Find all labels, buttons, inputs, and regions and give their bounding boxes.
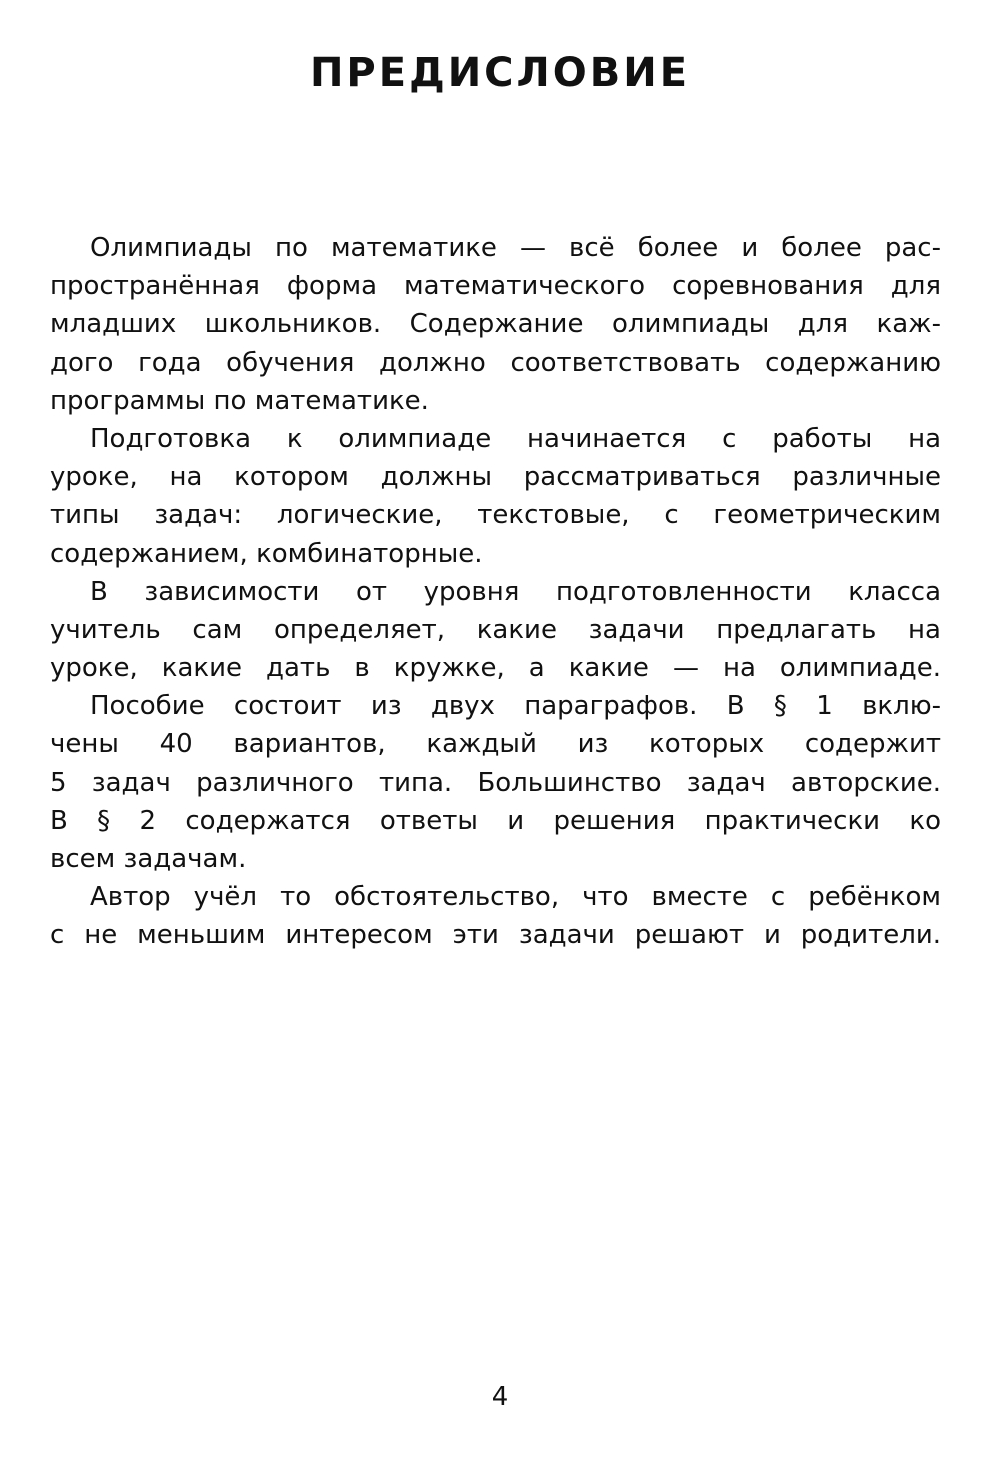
page-number: 4 — [491, 1382, 509, 1412]
text-line: В § 2 содержатся ответы и решения практически ко — [50, 805, 941, 836]
text-line: с не меньшим интересом эти задачи решают и родители. — [50, 920, 941, 951]
text-line: В зависимости от уровня подготовленности класса — [90, 576, 941, 607]
text-line: 5 задач различного типа. Большинство задач авторские. — [50, 767, 941, 798]
text-line: уроке, на котором должны рассматриваться различные — [50, 462, 941, 493]
text-line: учитель сам определяет, какие задачи предлагать на — [50, 614, 941, 645]
text-line: Олимпиады по математике — всё более и более рас- — [90, 233, 941, 263]
text-line: типы задач: логические, текстовые, с геометрическим — [50, 500, 941, 531]
text-line: пространённая форма математического соревнования для — [50, 271, 941, 302]
text-line: младших школьников. Содержание олимпиады для каж- — [50, 309, 941, 340]
text-line: содержанием, комбинаторные. — [50, 538, 483, 569]
text-line: чены 40 вариантов, каждый из которых содержит — [50, 729, 941, 760]
page-title: ПРЕДИСЛОВИЕ — [309, 50, 691, 96]
text-line: Подготовка к олимпиаде начинается с работы на — [90, 423, 941, 454]
preface-body — [50, 229, 941, 955]
text-line: всем задачам. — [50, 844, 247, 874]
text-line: программы по математике. — [50, 385, 429, 416]
text-line: дого года обучения должно соответствовать содержанию — [50, 347, 941, 378]
text-line: Пособие состоит из двух параграфов. В § 1 вклю- — [90, 691, 941, 722]
text-line: уроке, какие дать в кружке, а какие — на олимпиаде. — [50, 653, 941, 684]
text-line: Автор учёл то обстоятельство, что вместе с ребёнком — [90, 882, 941, 913]
